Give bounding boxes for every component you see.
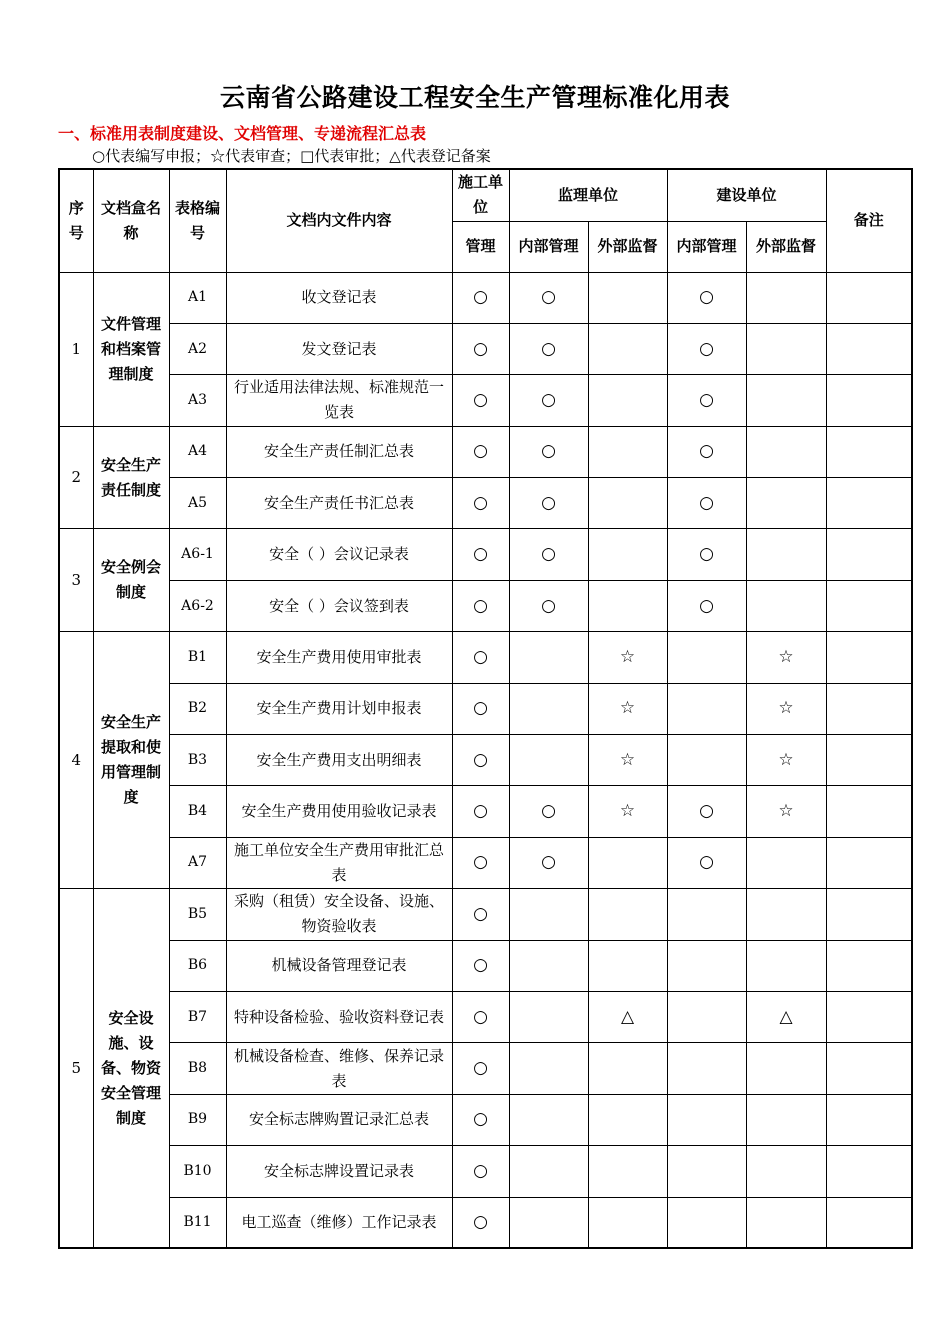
file-content-cell: 安全生产费用使用审批表 bbox=[226, 632, 452, 683]
supervision-external-mark: △ bbox=[588, 991, 667, 1042]
supervision-external-mark bbox=[588, 1146, 667, 1197]
group-box-name-cell: 安全设施、设备、物资安全管理制度 bbox=[93, 889, 169, 1249]
supervision-internal-mark bbox=[509, 1094, 588, 1145]
supervision-internal-mark: ○ bbox=[509, 837, 588, 888]
file-content-cell: 安全标志牌设置记录表 bbox=[226, 1146, 452, 1197]
construction-management-mark: ○ bbox=[452, 272, 509, 323]
owner-internal-mark: ○ bbox=[667, 786, 746, 837]
supervision-external-mark bbox=[588, 580, 667, 631]
file-content-cell: 安全生产费用支出明细表 bbox=[226, 735, 452, 786]
construction-management-mark: ○ bbox=[452, 889, 509, 940]
header-supervision-unit: 监理单位 bbox=[509, 169, 667, 221]
file-content-cell: 安全生产费用使用验收记录表 bbox=[226, 786, 452, 837]
supervision-internal-mark bbox=[509, 632, 588, 683]
supervision-external-mark bbox=[588, 1043, 667, 1094]
supervision-internal-mark bbox=[509, 889, 588, 940]
file-content-cell: 机械设备管理登记表 bbox=[226, 940, 452, 991]
owner-external-mark bbox=[746, 529, 826, 580]
header-supervision-external: 外部监督 bbox=[588, 221, 667, 272]
form-code-cell: A1 bbox=[169, 272, 226, 323]
table-row bbox=[59, 735, 912, 786]
supervision-internal-mark: ○ bbox=[509, 478, 588, 529]
table-row bbox=[59, 1146, 912, 1197]
remark-cell bbox=[826, 1094, 912, 1145]
table-row bbox=[59, 632, 912, 683]
supervision-internal-mark bbox=[509, 991, 588, 1042]
owner-external-mark bbox=[746, 580, 826, 631]
owner-external-mark: ☆ bbox=[746, 786, 826, 837]
owner-internal-mark: ○ bbox=[667, 837, 746, 888]
owner-internal-mark bbox=[667, 735, 746, 786]
owner-internal-mark: ○ bbox=[667, 529, 746, 580]
supervision-external-mark bbox=[588, 1094, 667, 1145]
group-box-name-cell: 安全生产责任制度 bbox=[93, 426, 169, 529]
remark-cell bbox=[826, 1043, 912, 1094]
header-remark: 备注 bbox=[826, 169, 912, 272]
owner-internal-mark: ○ bbox=[667, 426, 746, 477]
form-code-cell: B7 bbox=[169, 991, 226, 1042]
supervision-external-mark bbox=[588, 889, 667, 940]
form-code-cell: B10 bbox=[169, 1146, 226, 1197]
remark-cell bbox=[826, 1197, 912, 1248]
table-row bbox=[59, 1197, 912, 1248]
remark-cell bbox=[826, 323, 912, 374]
file-content-cell: 安全（ ）会议签到表 bbox=[226, 580, 452, 631]
group-seq-cell: 4 bbox=[59, 632, 93, 889]
table-row bbox=[59, 1094, 912, 1145]
supervision-internal-mark: ○ bbox=[509, 580, 588, 631]
supervision-external-mark bbox=[588, 478, 667, 529]
remark-cell bbox=[826, 272, 912, 323]
construction-management-mark: ○ bbox=[452, 580, 509, 631]
table-row bbox=[59, 991, 912, 1042]
construction-management-mark: ○ bbox=[452, 529, 509, 580]
owner-internal-mark: ○ bbox=[667, 375, 746, 426]
owner-external-mark bbox=[746, 837, 826, 888]
table-row bbox=[59, 272, 912, 323]
supervision-external-mark bbox=[588, 272, 667, 323]
remark-cell bbox=[826, 837, 912, 888]
owner-internal-mark: ○ bbox=[667, 580, 746, 631]
table-row bbox=[59, 786, 912, 837]
group-seq-cell: 3 bbox=[59, 529, 93, 632]
header-content: 文档内文件内容 bbox=[226, 169, 452, 272]
construction-management-mark: ○ bbox=[452, 786, 509, 837]
owner-external-mark bbox=[746, 940, 826, 991]
form-code-cell: B5 bbox=[169, 889, 226, 940]
owner-external-mark: △ bbox=[746, 991, 826, 1042]
header-owner-unit: 建设单位 bbox=[667, 169, 826, 221]
supervision-internal-mark: ○ bbox=[509, 272, 588, 323]
owner-internal-mark bbox=[667, 632, 746, 683]
supervision-external-mark bbox=[588, 426, 667, 477]
table-row bbox=[59, 478, 912, 529]
owner-internal-mark: ○ bbox=[667, 272, 746, 323]
construction-management-mark: ○ bbox=[452, 683, 509, 734]
file-content-cell: 收文登记表 bbox=[226, 272, 452, 323]
construction-management-mark: ○ bbox=[452, 940, 509, 991]
group-seq-cell: 5 bbox=[59, 889, 93, 1249]
owner-internal-mark: ○ bbox=[667, 478, 746, 529]
remark-cell bbox=[826, 889, 912, 940]
owner-internal-mark bbox=[667, 991, 746, 1042]
summary-table bbox=[58, 168, 913, 1249]
table-row bbox=[59, 426, 912, 477]
owner-external-mark: ☆ bbox=[746, 683, 826, 734]
file-content-cell: 发文登记表 bbox=[226, 323, 452, 374]
table-row bbox=[59, 940, 912, 991]
file-content-cell: 安全（ ）会议记录表 bbox=[226, 529, 452, 580]
owner-internal-mark bbox=[667, 1197, 746, 1248]
owner-internal-mark bbox=[667, 1043, 746, 1094]
supervision-external-mark bbox=[588, 940, 667, 991]
symbol-legend: ○代表编写申报；☆代表审查；□代表审批；△代表登记备案 bbox=[92, 147, 491, 165]
header-construction-management: 管理 bbox=[452, 221, 509, 272]
supervision-internal-mark bbox=[509, 1043, 588, 1094]
header-box-name: 文档盒名称 bbox=[93, 169, 169, 272]
file-content-cell: 采购（租赁）安全设备、设施、物资验收表 bbox=[226, 889, 452, 940]
form-code-cell: B8 bbox=[169, 1043, 226, 1094]
remark-cell bbox=[826, 375, 912, 426]
owner-internal-mark bbox=[667, 1146, 746, 1197]
table-row bbox=[59, 837, 912, 888]
form-code-cell: A3 bbox=[169, 375, 226, 426]
form-code-cell: B2 bbox=[169, 683, 226, 734]
supervision-external-mark bbox=[588, 529, 667, 580]
remark-cell bbox=[826, 683, 912, 734]
file-content-cell: 安全生产责任制汇总表 bbox=[226, 426, 452, 477]
group-box-name-cell: 文件管理和档案管理制度 bbox=[93, 272, 169, 426]
supervision-external-mark: ☆ bbox=[588, 735, 667, 786]
remark-cell bbox=[826, 529, 912, 580]
construction-management-mark: ○ bbox=[452, 735, 509, 786]
table-row bbox=[59, 889, 912, 940]
construction-management-mark: ○ bbox=[452, 632, 509, 683]
table-row bbox=[59, 323, 912, 374]
remark-cell bbox=[826, 1146, 912, 1197]
owner-external-mark bbox=[746, 1146, 826, 1197]
supervision-external-mark: ☆ bbox=[588, 632, 667, 683]
owner-external-mark bbox=[746, 323, 826, 374]
owner-external-mark bbox=[746, 1197, 826, 1248]
construction-management-mark: ○ bbox=[452, 323, 509, 374]
form-code-cell: A6-1 bbox=[169, 529, 226, 580]
supervision-external-mark bbox=[588, 1197, 667, 1248]
owner-external-mark bbox=[746, 1094, 826, 1145]
owner-internal-mark bbox=[667, 683, 746, 734]
file-content-cell: 行业适用法律法规、标准规范一览表 bbox=[226, 375, 452, 426]
construction-management-mark: ○ bbox=[452, 1197, 509, 1248]
supervision-internal-mark bbox=[509, 683, 588, 734]
remark-cell bbox=[826, 735, 912, 786]
supervision-internal-mark bbox=[509, 1146, 588, 1197]
construction-management-mark: ○ bbox=[452, 426, 509, 477]
owner-internal-mark bbox=[667, 1094, 746, 1145]
owner-external-mark: ☆ bbox=[746, 632, 826, 683]
construction-management-mark: ○ bbox=[452, 837, 509, 888]
form-code-cell: A7 bbox=[169, 837, 226, 888]
header-seq: 序号 bbox=[59, 169, 93, 272]
group-box-name-cell: 安全例会制度 bbox=[93, 529, 169, 632]
construction-management-mark: ○ bbox=[452, 1043, 509, 1094]
group-seq-cell: 1 bbox=[59, 272, 93, 426]
file-content-cell: 施工单位安全生产费用审批汇总表 bbox=[226, 837, 452, 888]
header-construction-unit: 施工单位 bbox=[452, 169, 509, 221]
owner-external-mark bbox=[746, 478, 826, 529]
file-content-cell: 安全生产责任书汇总表 bbox=[226, 478, 452, 529]
form-code-cell: A5 bbox=[169, 478, 226, 529]
owner-external-mark bbox=[746, 375, 826, 426]
group-box-name-cell: 安全生产提取和使用管理制度 bbox=[93, 632, 169, 889]
owner-internal-mark: ○ bbox=[667, 323, 746, 374]
form-code-cell: A6-2 bbox=[169, 580, 226, 631]
owner-internal-mark bbox=[667, 889, 746, 940]
table-row bbox=[59, 1043, 912, 1094]
header-owner-external: 外部监督 bbox=[746, 221, 826, 272]
page-title: 云南省公路建设工程安全生产管理标准化用表 bbox=[219, 83, 730, 112]
remark-cell bbox=[826, 580, 912, 631]
header-supervision-internal: 内部管理 bbox=[509, 221, 588, 272]
remark-cell bbox=[826, 940, 912, 991]
remark-cell bbox=[826, 478, 912, 529]
form-code-cell: B9 bbox=[169, 1094, 226, 1145]
file-content-cell: 机械设备检查、维修、保养记录表 bbox=[226, 1043, 452, 1094]
owner-internal-mark bbox=[667, 940, 746, 991]
form-code-cell: A4 bbox=[169, 426, 226, 477]
header-form-code: 表格编号 bbox=[169, 169, 226, 272]
owner-external-mark bbox=[746, 1043, 826, 1094]
construction-management-mark: ○ bbox=[452, 1094, 509, 1145]
supervision-external-mark: ☆ bbox=[588, 786, 667, 837]
remark-cell bbox=[826, 632, 912, 683]
table-row bbox=[59, 580, 912, 631]
supervision-internal-mark bbox=[509, 735, 588, 786]
supervision-external-mark bbox=[588, 375, 667, 426]
supervision-internal-mark: ○ bbox=[509, 529, 588, 580]
form-code-cell: B6 bbox=[169, 940, 226, 991]
table-row bbox=[59, 683, 912, 734]
construction-management-mark: ○ bbox=[452, 991, 509, 1042]
file-content-cell: 安全生产费用计划申报表 bbox=[226, 683, 452, 734]
form-code-cell: B3 bbox=[169, 735, 226, 786]
table-row bbox=[59, 529, 912, 580]
form-code-cell: B11 bbox=[169, 1197, 226, 1248]
supervision-internal-mark: ○ bbox=[509, 323, 588, 374]
remark-cell bbox=[826, 991, 912, 1042]
construction-management-mark: ○ bbox=[452, 375, 509, 426]
file-content-cell: 安全标志牌购置记录汇总表 bbox=[226, 1094, 452, 1145]
supervision-external-mark bbox=[588, 837, 667, 888]
supervision-internal-mark bbox=[509, 940, 588, 991]
supervision-external-mark bbox=[588, 323, 667, 374]
section-heading: 一、标准用表制度建设、文档管理、专递流程汇总表 bbox=[58, 124, 427, 143]
supervision-external-mark: ☆ bbox=[588, 683, 667, 734]
remark-cell bbox=[826, 786, 912, 837]
file-content-cell: 电工巡查（维修）工作记录表 bbox=[226, 1197, 452, 1248]
header-owner-internal: 内部管理 bbox=[667, 221, 746, 272]
owner-external-mark bbox=[746, 889, 826, 940]
group-seq-cell: 2 bbox=[59, 426, 93, 529]
supervision-internal-mark: ○ bbox=[509, 375, 588, 426]
table-row bbox=[59, 375, 912, 426]
supervision-internal-mark: ○ bbox=[509, 426, 588, 477]
owner-external-mark bbox=[746, 426, 826, 477]
supervision-internal-mark bbox=[509, 1197, 588, 1248]
construction-management-mark: ○ bbox=[452, 478, 509, 529]
construction-management-mark: ○ bbox=[452, 1146, 509, 1197]
form-code-cell: B4 bbox=[169, 786, 226, 837]
form-code-cell: A2 bbox=[169, 323, 226, 374]
owner-external-mark bbox=[746, 272, 826, 323]
file-content-cell: 特种设备检验、验收资料登记表 bbox=[226, 991, 452, 1042]
remark-cell bbox=[826, 426, 912, 477]
supervision-internal-mark: ○ bbox=[509, 786, 588, 837]
form-code-cell: B1 bbox=[169, 632, 226, 683]
owner-external-mark: ☆ bbox=[746, 735, 826, 786]
